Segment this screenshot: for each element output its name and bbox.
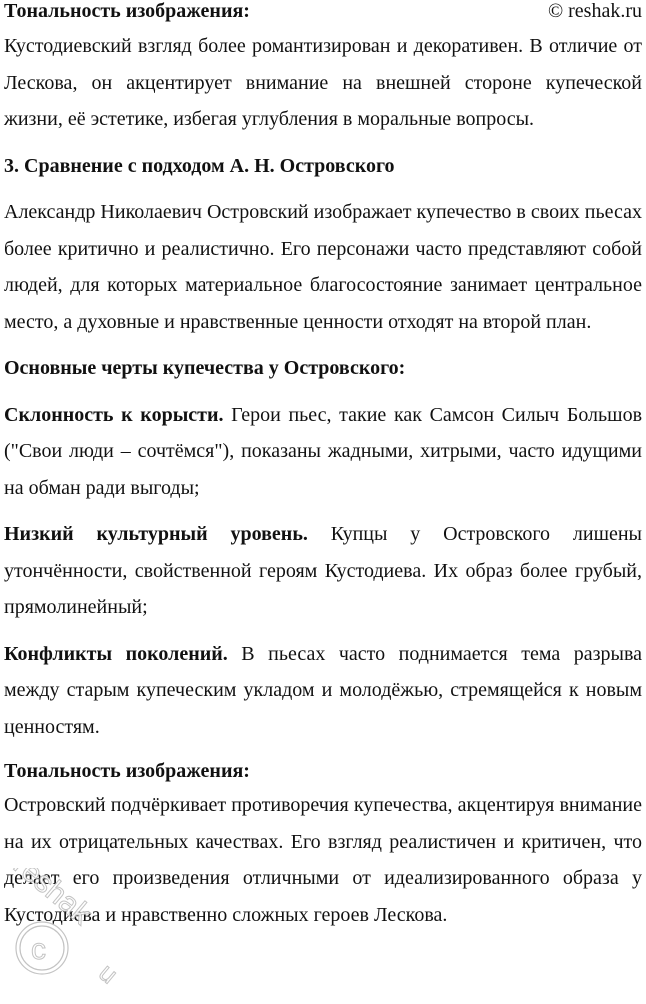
copyright-label: © reshak.ru — [547, 0, 642, 22]
svg-text:u: u — [93, 957, 124, 990]
feature-term: Склонность к корысти. — [4, 403, 224, 426]
tone-paragraph: Островский подчёркивает противоречия купечества, акцентируя внимание на их отрицательных качествах. Его взгляд реалистичен и критичен, что делает его произведения отличными от идеализированного образа у Кустодиева и нравственно сложных героев Лескова. — [4, 794, 642, 926]
features-heading: Основные черты купечества у Островского: — [4, 357, 406, 379]
tone-heading-top: Тональность изображения: — [4, 0, 250, 22]
feature-item — [4, 397, 642, 507]
tone-heading: Тональность изображения: — [4, 760, 250, 782]
feature-term: Низкий культурный уровень. — [4, 523, 308, 545]
feature-text: Купцы у Островского лишены утончённости, свойственной героям Кустодиева. Их образ более грубый, прямолинейный; — [4, 523, 642, 618]
feature-item — [4, 516, 642, 626]
feature-text: В пьесах часто поднимается тема разрыва между старым купеческим укладом и молодёжью, стремящейся к новым ценностям. — [4, 642, 643, 738]
page-header — [4, 0, 642, 30]
intro-paragraph: Кустодиевский взгляд более романтизирован и декоративен. В отличие от Лескова, он акцентирует внимание на внешней стороне купеческой жизни, её эстетике, избегая углубления в моральные вопросы. — [4, 35, 642, 130]
svg-text:c: c — [31, 933, 46, 966]
feature-text: Герои пьес, такие как Самсон Силыч Большов ("Свои люди – сочтёмся"), показаны жадными, хитрыми, часто идущими на обман ради выгоды; — [4, 403, 643, 499]
svg-text:reshak: reshak — [7, 868, 98, 932]
section-3-paragraph: Александр Николаевич Островский изображает купечество в своих пьесах более критично и реалистично. Его персонажи часто представляют собой людей, для которых материальное благосостояние занимает центральное место, а духовные и нравственные ценности отходят на второй план. — [4, 201, 642, 333]
feature-term: Конфликты поколений. — [4, 642, 228, 665]
feature-item — [4, 636, 642, 746]
document-page — [4, 0, 642, 933]
section-3-heading: 3. Сравнение с подходом А. Н. Островского — [4, 154, 395, 177]
